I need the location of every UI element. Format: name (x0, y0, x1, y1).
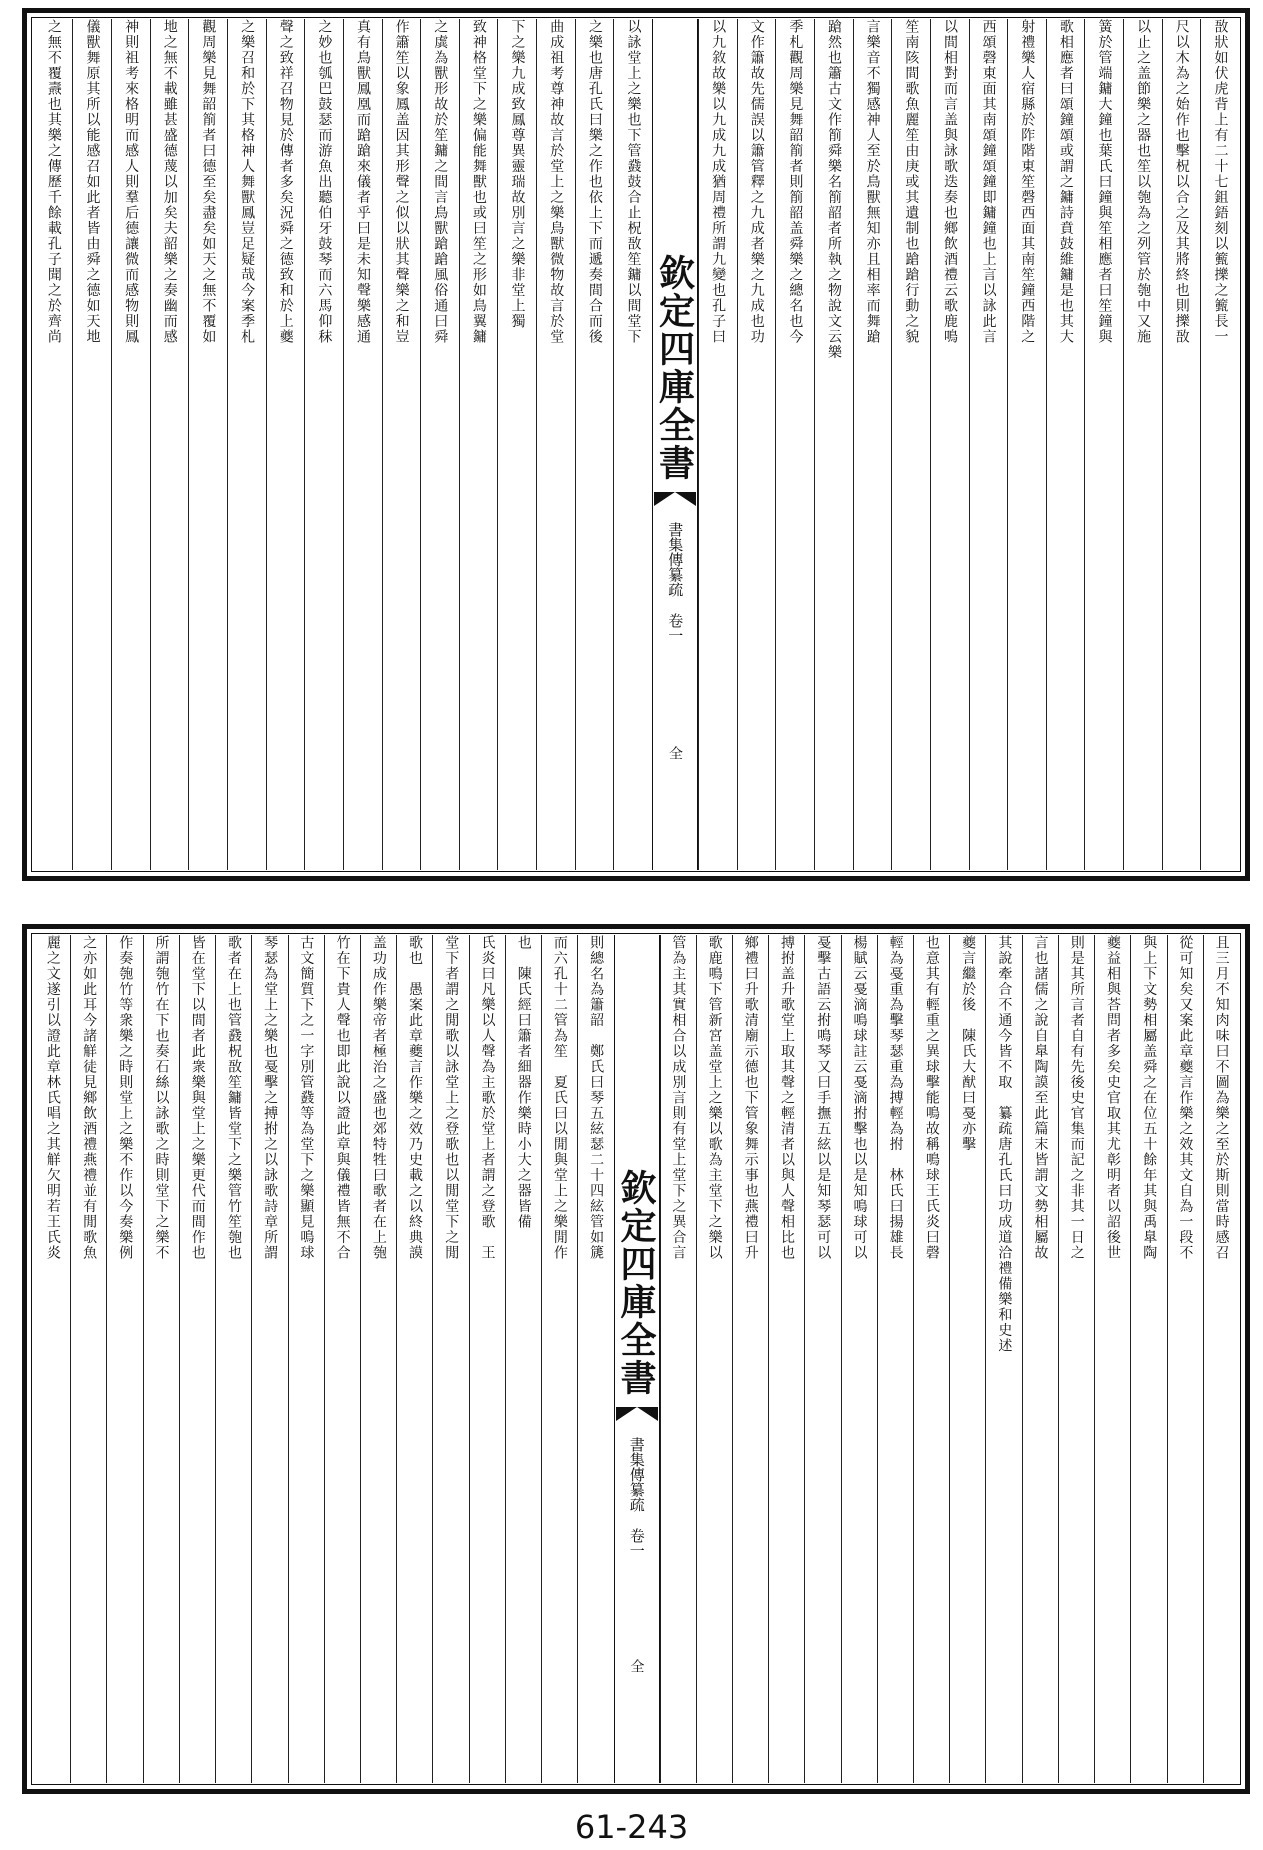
column-text: 歌也 愚案此章夔言作樂之效乃史載之以終典謨 (407, 935, 424, 1261)
text-column (360, 935, 396, 1783)
column-text: 西頌磬東面其南頌鐘頌鐘即鏞鐘也上言以詠此言 (980, 19, 997, 345)
text-column (1123, 19, 1162, 870)
column-text: 之妙也瓠巴鼓瑟而游魚出聽伯牙鼓琴而六馬仰秣 (316, 19, 333, 345)
column-text: 氏炎曰凡樂以人聲為主歌於堂上者謂之登歌 王 (479, 935, 496, 1261)
text-column (853, 19, 892, 870)
text-column (949, 935, 985, 1783)
column-text: 致神格堂下之樂偏能舞獸也或曰笙之形如鳥翼鏞 (470, 19, 487, 345)
column-text: 從可知矣又案此章夔言作樂之效其文自為一段不 (1177, 935, 1194, 1261)
column-text: 竹在下貴人聲也即此說以證此章與儀禮皆無不合 (334, 935, 351, 1261)
text-column (660, 935, 696, 1783)
column-text: 所謂匏竹在下也奏石絲以詠歌之時則堂下之樂不 (153, 935, 170, 1261)
column-text: 作簫笙以象鳳盖因其形聲之似以狀其聲樂之和豈 (393, 19, 410, 345)
page-number: 61-243 (574, 1808, 689, 1846)
column-text: 則是其所言者自有先後史官集而記之非其一日之 (1068, 935, 1085, 1261)
column-text: 地之無不載雖甚盛德蔑以加矣夫韶樂之奏幽而感 (161, 19, 178, 345)
text-column (575, 19, 614, 870)
text-column (891, 19, 930, 870)
text-column (396, 935, 432, 1783)
text-column (814, 19, 853, 870)
text-column (251, 935, 287, 1783)
text-column (150, 19, 189, 870)
text-column (35, 19, 73, 870)
column-text: 之樂召和於下其格神人舞獸鳳豈足疑哉今案季札 (239, 19, 256, 345)
text-column (541, 935, 577, 1783)
center-header-column (652, 19, 698, 870)
text-column (143, 935, 179, 1783)
column-text: 夔言繼於後 陳氏大猷曰戞亦擊 (960, 935, 977, 1152)
column-text: 麗之文遂引以證此章林氏唱之其觧欠明若王氏炎 (44, 935, 61, 1261)
text-column (304, 19, 343, 870)
folio-marker: 全 (628, 1659, 645, 1673)
column-text: 鄉禮曰升歌清廟示德也下管象舞示事也燕禮曰升 (742, 935, 759, 1261)
column-text: 堂下者謂之閒歌以詠堂上之登歌也以閒堂下之閒 (443, 935, 460, 1261)
text-column (775, 19, 814, 870)
column-text: 而六孔十二管為笙 夏氏曰以閒與堂上之樂閒作 (551, 935, 568, 1261)
column-text: 以間相對而言盖與詠歌迭奏也鄉飲酒禮云歌鹿鳴 (941, 19, 958, 345)
column-text: 歌相應者曰頌鐘頌或謂之鏞詩賁鼓維鏞是也其大 (1057, 19, 1074, 345)
text-column (35, 935, 70, 1783)
text-column (1046, 19, 1085, 870)
text-column (1200, 19, 1239, 870)
fishtail-mark-icon (654, 492, 696, 506)
text-column (459, 19, 498, 870)
text-column (497, 19, 536, 870)
column-text: 且三月不知肉味曰不圖為樂之至於斯則當時感召 (1213, 935, 1230, 1261)
column-text: 下之樂九成致鳳尊異靈瑞故別言之樂非堂上獨 (509, 19, 526, 329)
text-column (732, 935, 768, 1783)
text-column (696, 935, 732, 1783)
text-column (1162, 19, 1201, 870)
fishtail-mark-icon (616, 1407, 658, 1421)
column-text: 之樂也唐孔氏曰樂之作也依上下而遞奏間合而後 (586, 19, 603, 345)
text-column (188, 19, 227, 870)
text-column (577, 935, 613, 1783)
text-column (1007, 19, 1046, 870)
text-column (930, 19, 969, 870)
column-text: 簧於管端鏞大鐘也葉氏曰鐘與笙相應者曰笙鐘與 (1096, 19, 1113, 345)
bottom-page-columns (35, 935, 1239, 1783)
column-text: 射禮樂人宿縣於阼階東笙磬西面其南笙鐘西階之 (1019, 19, 1036, 345)
text-column (227, 19, 266, 870)
column-text: 輕為戞重為擊琴瑟重為搏輕為拊 林氏曰揚雄長 (887, 935, 904, 1261)
text-column (768, 935, 804, 1783)
column-text: 笙南陔間歌魚麗笙由庚或其遺制也蹌蹌行動之貌 (903, 19, 920, 345)
text-column (1203, 935, 1239, 1783)
text-column (1084, 19, 1123, 870)
text-column (432, 935, 468, 1783)
text-column (420, 19, 459, 870)
column-text: 觀周樂見舞韶箾者曰德至矣盡矣如天之無不覆如 (200, 19, 217, 345)
column-text: 歌鹿鳴下管新宮盖堂上之樂以歌為主堂下之樂以 (706, 935, 723, 1261)
text-column (877, 935, 913, 1783)
column-text: 也 陳氏經曰簫者細器作樂時小大之器皆備 (515, 935, 532, 1230)
column-text: 作奏匏竹等衆樂之時則堂上之樂不作以今奏樂例 (117, 935, 134, 1261)
column-text: 夔益相與荅問者多矣史官取其尤彰明者以詔後世 (1104, 935, 1121, 1261)
column-text: 歌者在上也管鼗柷敔笙鏞皆堂下之樂管竹笙匏也 (225, 935, 242, 1261)
text-column (804, 935, 840, 1783)
text-column (111, 19, 150, 870)
column-text: 尺以木為之始作也擊柷以合之及其將終也則擽敔 (1173, 19, 1190, 345)
text-column (536, 19, 575, 870)
text-column (72, 19, 111, 870)
book-subtitle: 書集傳纂疏 (666, 522, 685, 597)
top-page-columns (35, 19, 1239, 870)
column-text: 以止之盖節樂之器也笙以匏為之列管於匏中又施 (1135, 19, 1152, 345)
column-text: 與上下文勢相屬盖舜之在位五十餘年其與禹臯陶 (1141, 935, 1158, 1261)
folio-marker: 全 (667, 746, 684, 760)
volume-label: 卷一 (666, 613, 685, 643)
volume-label: 卷一 (627, 1527, 646, 1558)
column-text: 搏拊盖升歌堂上取其聲之輕清者以與人聲相比也 (779, 935, 796, 1261)
text-column (1058, 935, 1094, 1783)
text-column (1022, 935, 1058, 1783)
column-text: 楊賦云戞滴鳴球註云戞滴拊擊也以是知鳴球可以 (851, 935, 868, 1261)
text-column (613, 19, 652, 870)
column-text: 季札觀周樂見舞韶箾者則箾韶盖舜樂之總名也今 (787, 19, 804, 345)
text-column (215, 935, 251, 1783)
text-column (343, 19, 382, 870)
column-text: 盖功成作樂帝者極治之盛也郊特牲曰歌者在上匏 (370, 935, 387, 1261)
column-text: 管為主其實相合以成別言則有堂上堂下之異合言 (670, 935, 687, 1261)
column-text: 皆在堂下以間者此衆樂與堂上之樂更代而間作也 (189, 935, 206, 1261)
text-column (1167, 935, 1203, 1783)
column-text: 之無不覆燾也其樂之傳歷千餘載孔子聞之於齊尚 (45, 19, 62, 345)
text-column (698, 19, 737, 870)
column-text: 以九敘故樂以九成九成猶周禮所謂九變也孔子曰 (710, 19, 727, 345)
column-text: 之虡為獸形故於笙鏞之間言鳥獸蹌蹌風俗通曰舜 (432, 19, 449, 345)
text-column (913, 935, 949, 1783)
column-text: 其說牽合不通今皆不取 纂疏唐孔氏曰功成道洽禮備樂和史述 (996, 935, 1013, 1354)
text-column (1094, 935, 1130, 1783)
text-column (841, 935, 877, 1783)
text-column (324, 935, 360, 1783)
column-text: 則總名為簫韶 鄭氏曰琴五絃瑟二十四絃管如篪 (588, 935, 605, 1261)
text-column (985, 935, 1021, 1783)
column-text: 戞擊古語云拊鳴琴又曰手撫五絃以是知琴瑟可以 (815, 935, 832, 1261)
text-column (469, 935, 505, 1783)
column-text: 儀獸舞原其所以能感召如此者皆由舜之德如天地 (84, 19, 101, 345)
top-page-frame (22, 8, 1250, 881)
column-text: 真有鳥獸鳳凰而蹌蹌來儀者乎曰是未知聲樂感通 (354, 19, 371, 345)
center-header-column (614, 935, 660, 1783)
text-column (106, 935, 142, 1783)
text-column (179, 935, 215, 1783)
column-text: 敔狀如伏虎背上有二十七鉏鋙刻以籈擽之籈長一 (1212, 19, 1229, 345)
book-subtitle: 書集傳纂疏 (627, 1436, 646, 1512)
text-column (969, 19, 1008, 870)
column-text: 言樂音不獨感神人至於鳥獸無知亦且相率而舞蹌 (864, 19, 881, 345)
column-text: 蹌然也簫古文作箾舜樂名箾韶者所執之物說文云樂 (826, 19, 843, 360)
column-text: 文作簫故先儒誤以簫管釋之九成者樂之九成也功 (748, 19, 765, 345)
column-text: 聲之致祥召物見於傳者多矣況舜之德致和於上夔 (277, 19, 294, 345)
text-column (505, 935, 541, 1783)
text-column (1130, 935, 1166, 1783)
text-column (70, 935, 106, 1783)
column-text: 以詠堂上之樂也下管鼗鼓合止柷敔笙鏞以間堂下 (625, 19, 642, 345)
column-text: 古文簡質下之一字別管鼗等為堂下之樂顯見鳴球 (298, 935, 315, 1261)
column-text: 言也諸儒之說自臯陶謨至此篇末皆謂文勢相屬故 (1032, 935, 1049, 1261)
text-column (737, 19, 776, 870)
column-text: 琴瑟為堂上之樂也戞擊之搏拊之以詠歌詩章所謂 (262, 935, 279, 1261)
text-column (288, 935, 324, 1783)
book-title: 欽定四庫全書 (653, 254, 696, 482)
book-title: 欽定四庫全書 (615, 1168, 657, 1397)
column-text: 曲成祖考尊神故言於堂上之樂鳥獸微物故言於堂 (548, 19, 565, 345)
text-column (266, 19, 305, 870)
column-text: 也意其有輕重之異球擊能鳴故稱鳴球王氏炎曰磬 (923, 935, 940, 1261)
column-text: 神則祖考來格明而感人則羣后德讓微而感物則鳳 (123, 19, 140, 345)
text-column (382, 19, 421, 870)
column-text: 之亦如此耳今諸觧徒見鄉飲酒禮燕禮並有閒歌魚 (81, 935, 98, 1261)
bottom-page-frame (22, 924, 1250, 1794)
